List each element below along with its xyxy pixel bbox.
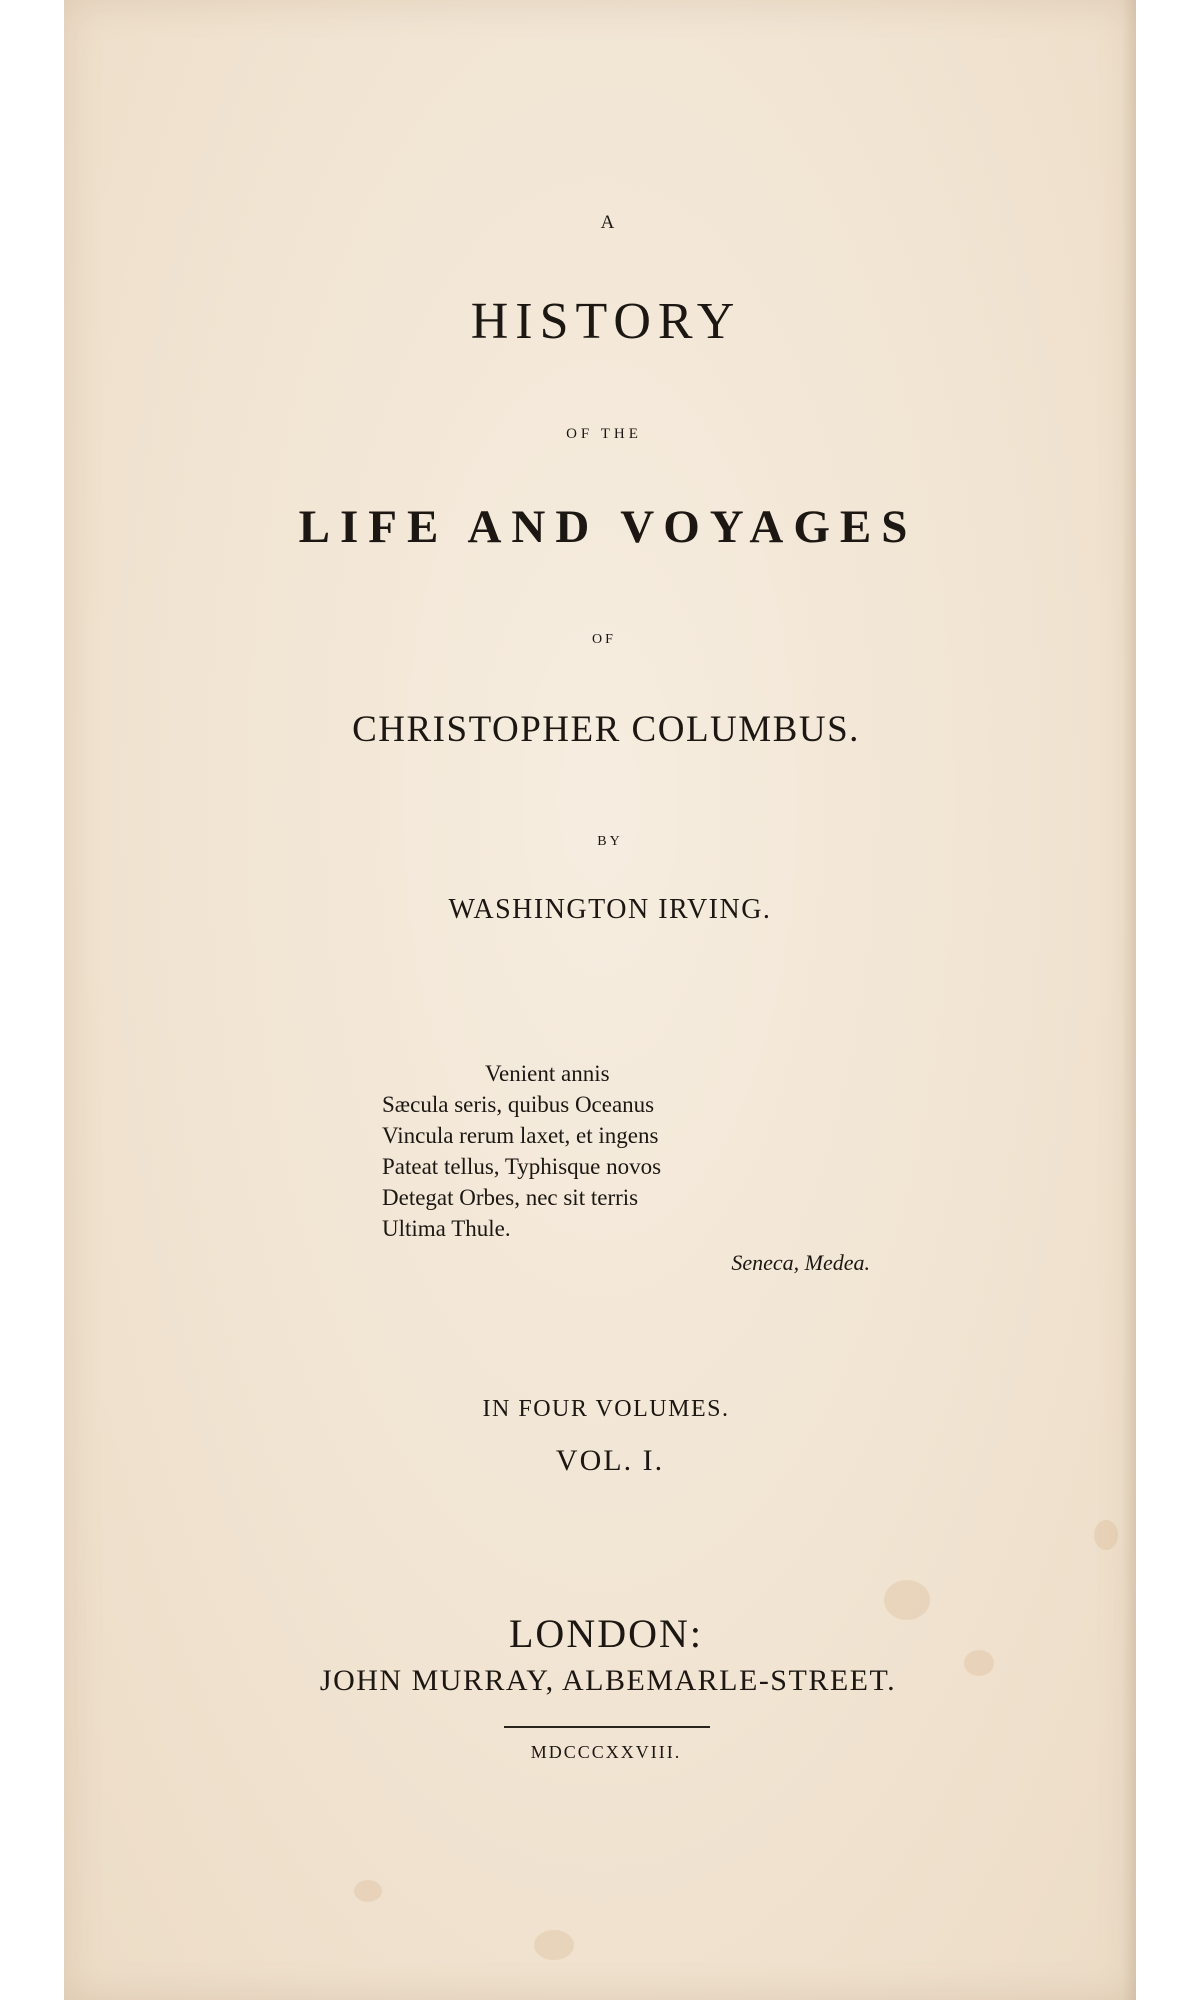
- title-connector: OF THE: [566, 426, 642, 442]
- epigraph-source: Seneca, Medea.: [731, 1250, 870, 1275]
- volume-count: IN FOUR VOLUMES.: [482, 1396, 730, 1422]
- epigraph-line: Detegat Orbes, nec sit terris: [382, 1185, 639, 1210]
- epigraph-line: Ultima Thule.: [382, 1216, 511, 1241]
- epigraph-line: Venient annis: [485, 1061, 610, 1086]
- foxing-spot: [354, 1880, 382, 1902]
- book-subject: CHRISTOPHER COLUMBUS.: [352, 709, 860, 750]
- foxing-spot: [534, 1930, 574, 1960]
- imprint-rule: [504, 1726, 710, 1728]
- imprint-city: LONDON:: [509, 1611, 703, 1656]
- epigraph-line: Vincula rerum laxet, et ingens: [382, 1123, 659, 1148]
- author-name: WASHINGTON IRVING.: [448, 894, 772, 925]
- book-title: HISTORY: [470, 293, 742, 350]
- epigraph-line: Pateat tellus, Typhisque novos: [382, 1154, 662, 1179]
- title-connector-of: OF: [592, 632, 616, 647]
- imprint-publisher: JOHN MURRAY, ALBEMARLE-STREET.: [319, 1664, 897, 1697]
- epigraph: [382, 1058, 882, 1278]
- byline-label: BY: [597, 834, 623, 849]
- epigraph-line: Sæcula seris, quibus Oceanus: [382, 1092, 655, 1117]
- foxing-spot: [1094, 1520, 1118, 1550]
- book-subtitle: LIFE AND VOYAGES: [298, 501, 918, 553]
- title-article: A: [600, 212, 616, 233]
- volume-number: VOL. I.: [555, 1444, 665, 1477]
- title-page: [64, 0, 1136, 2000]
- imprint-date: MDCCCXXVIII.: [530, 1742, 682, 1762]
